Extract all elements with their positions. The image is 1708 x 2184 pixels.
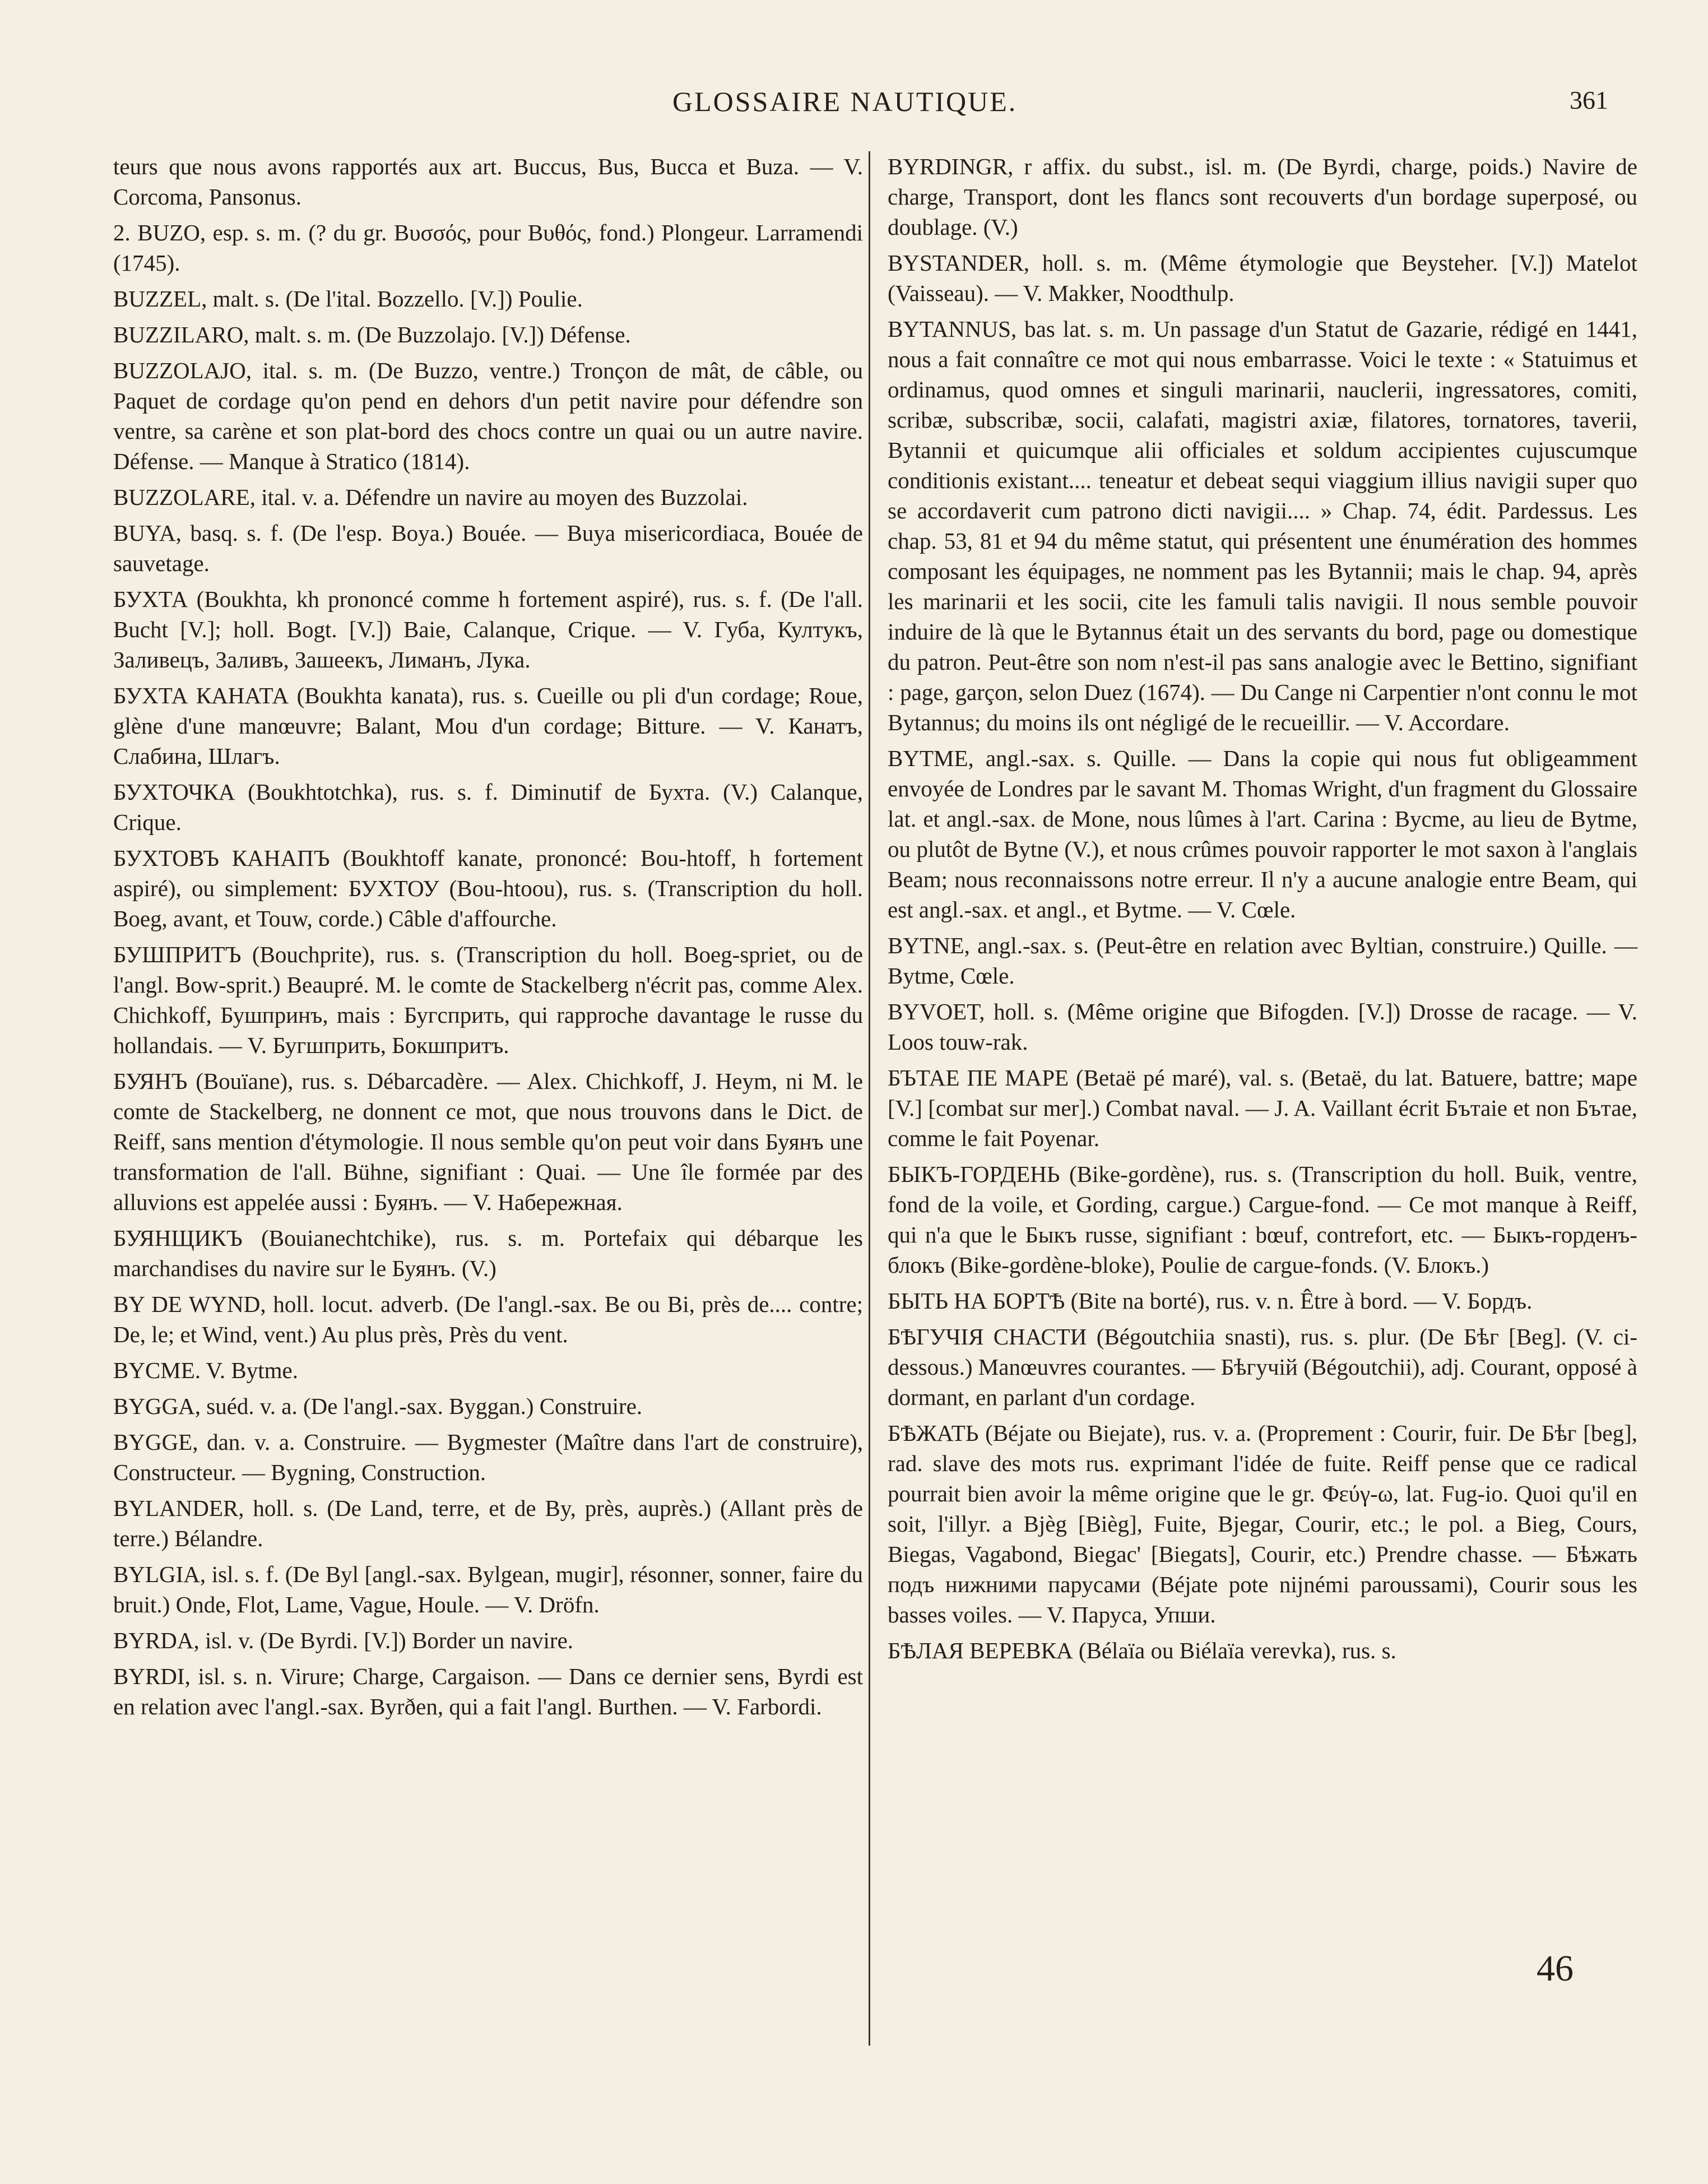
entry: BUZZOLARE, ital. v. a. Défendre un navire au moyen des Buzzolai.	[113, 484, 748, 510]
entry: БѢЛАЯ ВЕРЕВКА (Bélaïa ou Biélaïa verevka), rus. s.	[888, 1638, 1396, 1663]
entry: BYRDA, isl. v. (De Byrdi. [V.]) Border un navire.	[113, 1627, 574, 1653]
column-divider	[869, 151, 870, 2046]
page-number: 361	[1570, 86, 1608, 114]
entry: BYTME, angl.-sax. s. Quille. — Dans la copie qui nous fut obligeamment envoyée de Londres par le savant M. Thomas Wright, d'un fragment du Glossaire lat. et angl.-sax. de Mone, nous lûmes à l'art. Carina : Bycme, au lieu de Bytme, ou plutôt de Bytne (V.), et nous crûmes pouvoir rapporter le mot saxon à l'anglais Beam; nous reconnaissons notre erreur. Il n'y a aucune analogie entre Beam, qui est angl.-sax. et angl., et Bytme. — V. Cœle.	[888, 745, 1637, 922]
entry: БУХТОЧКА (Boukhtotchka), rus. s. f. Diminutif de Бухта. (V.) Calanque, Crique.	[113, 779, 863, 835]
entry: БУХТА КАНАТА (Boukhta kanata), rus. s. Cueille ou pli d'un cordage; Roue, glène d'une manœuvre; Balant, Mou d'un cordage; Bitture. — V. Канатъ, Слабина, Шлагъ.	[113, 683, 863, 769]
entry: BYRDINGR, r affix. du subst., isl. m. (De Byrdi, charge, poids.) Navire de charge, Transport, dont les flancs sont recouverts d'un bordage superposé, ou doublage. (V.)	[888, 154, 1637, 240]
entry: БЪТАЕ ПЕ МАРЕ (Betaë pé maré), val. s. (Betaë, du lat. Batuere, battre; маре [V.] [combat sur mer].) Combat naval. — J. A. Vaillant écrit Бътаie et non Бътае, comme le fait Poyenar.	[888, 1065, 1637, 1151]
entry: BYLANDER, holl. s. (De Land, terre, et de By, près, auprès.) (Allant près de terre.) Bélandre.	[113, 1495, 863, 1551]
entry: BUZZEL, malt. s. (De l'ital. Bozzello. [V.]) Poulie.	[113, 286, 583, 312]
entry: BUZZOLAJO, ital. s. m. (De Buzzo, ventre.) Tronçon de mât, de câble, ou Paquet de cordage qu'on pend en dehors d'un petit navire pour défendre son ventre, sa carène et son plat-bord des chocs contre un quai ou un autre navire. Défense. — Manque à Stratico (1814).	[113, 358, 863, 474]
signature-mark: 46	[1537, 1948, 1574, 1989]
entry: BYGGA, suéd. v. a. (De l'angl.-sax. Byggan.) Construire.	[113, 1393, 643, 1419]
left-column	[113, 151, 863, 1727]
entry: BUYA, basq. s. f. (De l'esp. Boya.) Bouée. — Buya misericordiaca, Bouée de sauvetage.	[113, 520, 863, 576]
entry: БѢЖАТЬ (Béjate ou Biejate), rus. v. a. (Proprement : Courir, fuir. De Бѣг [beg], rad. slave des mots rus. exprimant l'idée de fuite. Reiff pense que ce radical pourrait bien avoir la même origine que le gr. Φεύγ-ω, lat. Fug-io. Quoi qu'il en soit, l'illyr. a Bjèg [Bièg], Fuite, Bjegar, Courir, etc.; le pol. a Bieg, Cours, Biegas, Vagabond, Biegac' [Biegats], Courir, etc.) Prendre chasse. — Бѣжать подъ нижними парусами (Béjate pote nijnémi paroussami), Courir sous les basses voiles. — V. Паруса, Упши.	[888, 1420, 1637, 1627]
entry: BYTNE, angl.-sax. s. (Peut-être en relation avec Byltian, construire.) Quille. — Bytme, Cœle.	[888, 933, 1637, 989]
entry: BUZZILARO, malt. s. m. (De Buzzolajo. [V.]) Défense.	[113, 322, 631, 347]
entry: BY DE WYND, holl. locut. adverb. (De l'angl.-sax. Be ou Bi, près de.... contre; De, le; et Wind, vent.) Au plus près, Près du vent.	[113, 1291, 863, 1347]
running-header	[0, 85, 1708, 130]
entry: БУШПРИТЪ (Bouchprite), rus. s. (Transcription du holl. Boeg-spriet, ou de l'angl. Bow-sprit.) Beaupré. M. le comte de Stackelberg n'écrit pas, comme Alex. Chichkoff, Бушпринъ, mais : Бугсприть, qui rapproche davantage le russe du hollandais. — V. Бугшприть, Бокшпритъ.	[113, 942, 863, 1058]
entry: БЫКЪ-ГОРДЕНЬ (Bike-gordène), rus. s. (Transcription du holl. Buik, ventre, fond de la voile, et Gording, cargue.) Cargue-fond. — Ce mot manque à Reiff, qui n'a que le Быкъ russe, signifiant : bœuf, contrefort, etc. — Быкъ-горденъ-блокъ (Bike-gordène-bloke), Poulie de cargue-fonds. (V. Блокъ.)	[888, 1161, 1637, 1278]
entry: БУЯНЩИКЪ (Bouianechtchike), rus. s. m. Portefaix qui débarque les marchandises du navire sur le Буянъ. (V.)	[113, 1225, 863, 1281]
entry: BYSTANDER, holl. s. m. (Même étymologie que Beysteher. [V.]) Matelot (Vaisseau). — V. Makker, Noodthulp.	[888, 250, 1637, 306]
entry: BYVOET, holl. s. (Même origine que Bifogden. [V.]) Drosse de racage. — V. Loos touw-rak.	[888, 999, 1637, 1055]
page-title: GLOSSAIRE NAUTIQUE.	[672, 86, 1018, 117]
entry: teurs que nous avons rapportés aux art. Buccus, Bus, Bucca et Buza. — V. Corcoma, Pansonus.	[113, 154, 863, 210]
right-column	[888, 151, 1637, 1671]
entry: БЫТЬ НА БОРТѢ (Bite na borté), rus. v. n. Être à bord. — V. Бордъ.	[888, 1288, 1533, 1314]
entry: БУХТОВЪ КАНАПЪ (Boukhtoff kanate, prononcé: Bou-htoff, h fortement aspiré), ou simplement: БУХТОУ (Bou-htoou), rus. s. (Transcription du holl. Boeg, avant, et Touw, corde.) Câble d'affourche.	[113, 845, 863, 931]
entry: BYRDI, isl. s. n. Virure; Charge, Cargaison. — Dans ce dernier sens, Byrdi est en relation avec l'angl.-sax. Byrðen, qui a fait l'angl. Burthen. — V. Farbordi.	[113, 1663, 863, 1719]
entry: BYLGIA, isl. s. f. (De Byl [angl.-sax. Bylgean, mugir], résonner, sonner, faire du bruit.) Onde, Flot, Lame, Vague, Houle. — V. Dröfn.	[113, 1561, 863, 1617]
entry: 2. BUZO, esp. s. m. (? du gr. Βυσσός, pour Βυθός, fond.) Plongeur. Larramendi (1745).	[113, 220, 863, 276]
entry: BYTANNUS, bas lat. s. m. Un passage d'un Statut de Gazarie, rédigé en 1441, nous a fait connaître ce mot qui nous embarrasse. Voici le texte : « Statuimus et ordinamus, quod omnes et singuli marinarii, nauclerii, ingressatores, comiti, scribæ, subscribæ, socii, calafati, magistri axiæ, filatores, tornatores, taverii, Bytannii et quicumque alii officiales et soldum accipientes cujuscumque conditionis existant.... teneatur et debeat sequi viaggium illius navigii super quo se accordaverit cum patrono dicti navigii.... » Chap. 74, édit. Pardessus. Les chap. 53, 81 et 94 du même statut, qui présentent une énumération des hommes composant les équipages, ne nomment pas les Bytannii; mais le chap. 94, après les marinarii et les socii, cite les famuli talis navigii. Il nous semble pouvoir induire de là que le Bytannus était un des servants du bord, page ou domestique du patron. Peut-être son nom n'est-il pas sans analogie avec le Bettino, signifiant : page, garçon, selon Duez (1674). — Du Cange ni Carpentier n'ont connu le mot Bytannus; du moins ils ont négligé de le recueillir. — V. Accordare.	[888, 316, 1637, 735]
entry: BYCME. V. Bytme.	[113, 1357, 298, 1383]
entry: БѢГУЧІЯ СНАСТИ (Bégoutchiia snasti), rus. s. plur. (De Бѣг [Beg]. (V. ci-dessous.) Manœuvres courantes. — Бѣгучій (Bégoutchii), adj. Courant, opposé à dormant, en parlant d'un cordage.	[888, 1324, 1637, 1410]
entry: БУЯНЪ (Bouïane), rus. s. Débarcadère. — Alex. Chichkoff, J. Heym, ni M. le comte de Stackelberg, ne donnent ce mot, que nous trouvons dans le Dict. de Reiff, sans mention d'étymologie. Il nous semble qu'on peut voir dans Буянъ une transformation de l'all. Bühne, signifiant : Quai. — Une île formée par des alluvions est appelée aussi : Буянъ. — V. Набережная.	[113, 1068, 863, 1215]
entry: БУХТА (Boukhta, kh prononcé comme h fortement aspiré), rus. s. f. (De l'all. Bucht [V.]; holl. Bogt. [V.]) Baie, Calanque, Crique. — V. Губа, Култукъ, Заливецъ, Заливъ, Зашеекъ, Лиманъ, Лука.	[113, 586, 863, 673]
entry: BYGGE, dan. v. a. Construire. — Bygmester (Maître dans l'art de construire), Constructeur. — Bygning, Construction.	[113, 1429, 863, 1485]
